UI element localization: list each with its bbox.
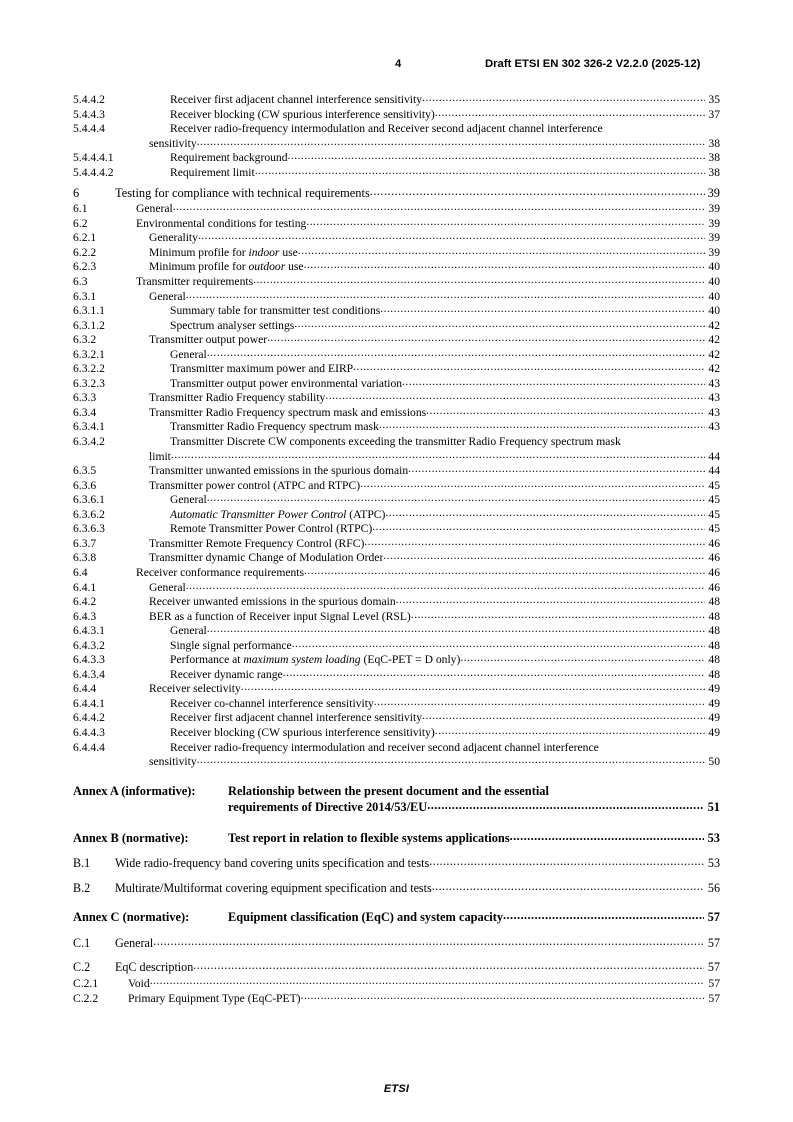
toc-entry-title: General — [170, 493, 207, 507]
toc-entry-number: 6.3 — [73, 275, 88, 289]
toc-page-number: 40 — [708, 260, 720, 274]
toc-page-number: 45 — [708, 478, 720, 492]
toc-entry-number: 6.3.4.2 — [73, 435, 105, 449]
toc-page-number: 40 — [708, 289, 720, 303]
dot-leader — [283, 667, 705, 678]
toc-entry-number: 5.4.4.4 — [73, 122, 105, 136]
toc-entry[interactable] — [73, 507, 720, 522]
toc-page-number: 56 — [707, 880, 720, 895]
toc-page-number: 43 — [708, 420, 720, 434]
toc-entry-number: 6.3.7 — [73, 536, 97, 550]
toc-page-number: 48 — [708, 609, 720, 623]
dot-leader — [374, 696, 705, 707]
page-number: 4 — [395, 58, 402, 70]
dot-leader — [364, 536, 705, 547]
dot-leader — [402, 376, 705, 387]
dot-leader — [353, 361, 705, 372]
toc-entry-title: Transmitter Radio Frequency stability — [149, 391, 326, 405]
toc-entry[interactable] — [73, 521, 720, 536]
toc-entry-title: sensitivity — [149, 755, 197, 769]
toc-entry-continuation[interactable] — [73, 136, 720, 151]
toc-entry-title: Requirement background — [170, 151, 288, 165]
toc-entry-number: 6.3.1.2 — [73, 318, 105, 332]
toc-page-number: 57 — [708, 976, 720, 990]
toc-entry-number: 6.3.4.1 — [73, 420, 105, 434]
toc-entry[interactable] — [73, 216, 720, 231]
toc-entry-title: sensitivity — [149, 136, 197, 150]
annex-sub-entry[interactable] — [73, 959, 720, 975]
toc-page-number: 57 — [707, 960, 720, 975]
annex-a-block — [73, 783, 720, 816]
annex-sub-entry[interactable] — [73, 975, 720, 991]
toc-entry-number: 6.3.4 — [73, 405, 97, 419]
toc-entry[interactable] — [73, 725, 720, 740]
dot-leader — [396, 594, 705, 605]
dot-leader — [153, 935, 704, 947]
toc-entry-title: Testing for compliance with technical requirements — [115, 186, 370, 201]
toc-entry-title: Receiver blocking (CW spurious interference sensitivity) — [170, 725, 435, 739]
toc-entry[interactable] — [73, 165, 720, 180]
toc-entry-number: 6.4.4.2 — [73, 711, 105, 725]
toc-entry-title: General — [170, 624, 207, 638]
toc-entry[interactable] — [73, 121, 720, 136]
toc-entry-number: 6.3.1.1 — [73, 304, 105, 318]
toc-entry[interactable] — [73, 92, 720, 107]
toc-entry[interactable] — [73, 638, 720, 653]
toc-page-number: 45 — [708, 493, 720, 507]
toc-page-number: 48 — [708, 595, 720, 609]
toc-entry[interactable] — [73, 609, 720, 624]
dot-leader — [360, 478, 705, 489]
dot-leader — [411, 609, 705, 620]
toc-entry[interactable] — [73, 107, 720, 122]
toc-page-number: 48 — [708, 624, 720, 638]
toc-entry-title: General — [136, 202, 173, 216]
toc-entry-title: Receiver co-channel interference sensitivity — [170, 696, 374, 710]
toc-page-number: 39 — [708, 216, 720, 230]
toc-page-number: 46 — [708, 565, 720, 579]
toc-entry[interactable] — [73, 303, 720, 318]
toc-entry-title: Performance at maximum system loading (EqC-PET = D only) — [170, 653, 461, 667]
dot-leader — [292, 638, 705, 649]
toc-entry[interactable] — [73, 274, 720, 289]
toc-entry[interactable] — [73, 245, 720, 260]
toc-entry[interactable] — [73, 463, 720, 478]
dot-leader — [372, 521, 705, 532]
toc-entry-number: 5.4.4.2 — [73, 93, 105, 106]
toc-entry-title: Receiver first adjacent channel interference sensitivity — [170, 93, 423, 106]
toc-title-emphasis: Automatic Transmitter Power Control — [170, 507, 347, 521]
toc-entry[interactable] — [73, 652, 720, 667]
toc-page-number: 42 — [708, 333, 720, 347]
toc-entry[interactable] — [73, 434, 720, 449]
toc-entry-number: 6.2.2 — [73, 245, 97, 259]
annex-sub-number: B.1 — [73, 856, 91, 871]
toc-page-number: 53 — [707, 856, 720, 871]
annex-sub-title: General — [115, 935, 154, 950]
toc-page-number: 48 — [708, 638, 720, 652]
annex-sub-number: C.2.2 — [73, 992, 99, 1006]
dot-leader — [198, 230, 705, 241]
dot-leader — [435, 107, 705, 118]
annex-sub-number: B.2 — [73, 880, 91, 895]
dot-leader — [171, 449, 705, 460]
toc-entry-number: 6.3.2.2 — [73, 362, 105, 376]
annex-sub-entry[interactable] — [73, 880, 720, 896]
toc-page-number: 38 — [708, 136, 720, 150]
toc-entry-title: Receiver radio-frequency intermodulation and Receiver second adjacent channel interference — [170, 122, 603, 136]
toc-entry-title: Automatic Transmitter Power Control (ATPC) — [170, 507, 386, 521]
dot-leader — [186, 580, 705, 591]
toc-page-number: 46 — [708, 580, 720, 594]
toc-entry-title: Transmitter output power environmental variation — [170, 376, 403, 390]
footer-organization: ETSI — [383, 1083, 410, 1095]
toc-entry-number: 5.4.4.4.2 — [73, 165, 114, 179]
toc-entry[interactable] — [73, 347, 720, 362]
toc-page-number: 45 — [708, 522, 720, 536]
table-of-contents — [73, 92, 720, 1006]
annex-c-block — [73, 909, 720, 1006]
dot-leader — [432, 880, 704, 892]
annex-sub-title: Wide radio-frequency band covering units specification and tests — [115, 856, 430, 871]
annex-sub-entry[interactable] — [73, 935, 720, 951]
dot-leader — [325, 390, 705, 401]
toc-entry-title: General — [149, 289, 186, 303]
toc-page-number: 39 — [708, 231, 720, 245]
toc-entry[interactable] — [73, 623, 720, 638]
toc-entry[interactable] — [73, 565, 720, 580]
dot-leader — [383, 550, 705, 561]
toc-page-number: 49 — [708, 725, 720, 739]
dot-leader — [193, 959, 704, 971]
dot-leader — [207, 492, 705, 503]
toc-entry-number: 5.4.4.3 — [73, 107, 105, 121]
toc-page-number: 43 — [708, 376, 720, 390]
toc-page-number: 44 — [708, 449, 720, 463]
dot-leader — [186, 289, 705, 300]
toc-entry-number: 6 — [73, 186, 80, 201]
toc-entry[interactable] — [73, 259, 720, 274]
toc-entry-title: Minimum profile for outdoor use — [149, 260, 304, 274]
toc-entry-continuation[interactable] — [73, 449, 720, 464]
dot-leader — [255, 165, 705, 176]
toc-page-number: 45 — [708, 507, 720, 521]
dot-leader — [370, 186, 705, 197]
dot-leader — [380, 303, 705, 314]
toc-page-number: 42 — [708, 347, 720, 361]
toc-entry-title: Single signal performance — [170, 638, 292, 652]
toc-entry-title: limit — [149, 449, 171, 463]
toc-page-number: 39 — [708, 245, 720, 259]
toc-entry-title: Receiver blocking (CW spurious interference sensitivity) — [170, 107, 435, 121]
annex-entry[interactable] — [73, 909, 720, 926]
toc-page-number: 46 — [708, 536, 720, 550]
toc-entry[interactable] — [73, 478, 720, 493]
toc-page-number: 49 — [708, 696, 720, 710]
toc-entry[interactable] — [73, 419, 720, 434]
toc-entry[interactable] — [73, 230, 720, 245]
toc-entry-title: Transmitter power control (ATPC and RTPC) — [149, 478, 361, 492]
toc-entry[interactable] — [73, 405, 720, 420]
toc-page-number: 48 — [708, 667, 720, 681]
dot-leader — [306, 216, 705, 227]
dot-leader — [207, 347, 705, 358]
toc-page-number: 53 — [707, 830, 720, 845]
toc-entry[interactable] — [73, 696, 720, 711]
toc-entry-number: 6.3.1 — [73, 289, 97, 303]
dot-leader — [150, 975, 704, 987]
toc-entry-number: 6.2.3 — [73, 260, 97, 274]
toc-entry[interactable] — [73, 150, 720, 165]
dot-leader — [503, 909, 704, 921]
toc-entry-title: Environmental conditions for testing — [136, 216, 307, 230]
toc-entry-title: Spectrum analyser settings — [170, 318, 295, 332]
toc-title-emphasis: indoor — [248, 245, 280, 259]
toc-entry[interactable] — [73, 594, 720, 609]
toc-spacer — [73, 179, 720, 186]
annex-label: Annex B (normative): — [73, 830, 189, 845]
toc-page-number: 57 — [707, 935, 720, 950]
toc-entry-title: Minimum profile for indoor use — [149, 245, 298, 259]
toc-entry-title: Requirement limit — [170, 165, 255, 179]
dot-leader — [267, 332, 705, 343]
toc-entry-number: 6.4.3.1 — [73, 624, 105, 638]
annex-title: Equipment classification (EqC) and system capacity — [228, 910, 504, 925]
toc-page-number: 42 — [708, 362, 720, 376]
toc-entry-title: Transmitter maximum power and EIRP — [170, 362, 354, 376]
toc-entry-number: 6.3.6 — [73, 478, 97, 492]
dot-leader — [510, 830, 704, 842]
toc-entry-title: Generality — [149, 231, 198, 245]
dot-leader — [288, 150, 705, 161]
toc-entry-title: Remote Transmitter Power Control (RTPC) — [170, 522, 373, 536]
toc-entry[interactable] — [73, 681, 720, 696]
toc-page-number: 48 — [708, 653, 720, 667]
toc-entry[interactable] — [73, 332, 720, 347]
toc-entry[interactable] — [73, 201, 720, 216]
annex-sub-entry[interactable] — [73, 855, 720, 871]
toc-page-number: 35 — [708, 93, 720, 106]
toc-entry[interactable] — [73, 580, 720, 595]
page-footer — [0, 1083, 793, 1095]
toc-entry-title: Transmitter dynamic Change of Modulation Order — [149, 551, 384, 565]
toc-title-emphasis: outdoor — [248, 260, 286, 274]
toc-entry-title: Summary table for transmitter test conditions — [170, 304, 381, 318]
toc-entry-number: 6.3.6.2 — [73, 507, 105, 521]
toc-entry-number: 6.3.8 — [73, 551, 97, 565]
annex-entry[interactable] — [73, 830, 720, 847]
dot-leader — [301, 990, 704, 1002]
toc-entry-number: 6.4 — [73, 565, 88, 579]
annex-title: Relationship between the present document and the essential — [228, 783, 549, 798]
toc-page-number: 40 — [708, 304, 720, 318]
dot-leader — [197, 754, 705, 765]
toc-entry[interactable] — [73, 186, 720, 201]
toc-entry[interactable] — [73, 376, 720, 391]
toc-entry-number: 6.3.6.1 — [73, 493, 105, 507]
annex-sub-title: Primary Equipment Type (EqC-PET) — [128, 992, 301, 1006]
toc-entry[interactable] — [73, 667, 720, 682]
dot-leader — [385, 507, 705, 518]
annex-sub-entry[interactable] — [73, 990, 720, 1006]
toc-entry-title: General — [170, 347, 207, 361]
toc-page-number: 46 — [708, 551, 720, 565]
dot-leader — [294, 318, 705, 329]
toc-page-number: 39 — [707, 186, 720, 201]
toc-page-number: 50 — [708, 755, 720, 769]
dot-leader — [422, 710, 705, 721]
toc-entry-number: 6.4.4 — [73, 682, 97, 696]
toc-page-number: 57 — [708, 992, 720, 1006]
toc-entry-number: 6.3.3 — [73, 391, 97, 405]
dot-leader — [197, 136, 705, 147]
toc-page-number: 39 — [708, 202, 720, 216]
toc-page-number: 44 — [708, 464, 720, 478]
toc-entry[interactable] — [73, 710, 720, 725]
toc-entry[interactable] — [73, 390, 720, 405]
toc-entry-number: 6.4.2 — [73, 595, 97, 609]
toc-entry-number: 6.4.4.3 — [73, 725, 105, 739]
annex-title-continuation[interactable] — [73, 799, 720, 816]
dot-leader — [298, 245, 705, 256]
toc-page-number: 57 — [707, 910, 720, 925]
annex-sub-title: Void — [128, 976, 150, 990]
toc-entry-number: 6.1 — [73, 202, 88, 216]
toc-page-number: 38 — [708, 151, 720, 165]
dot-leader — [426, 405, 705, 416]
annex-entry[interactable] — [73, 783, 720, 800]
toc-entry-title: BER as a function of Receiver input Signal Level (RSL) — [149, 609, 411, 623]
toc-entry-title: Receiver first adjacent channel interference sensitivity — [170, 711, 423, 725]
toc-entry-title: Transmitter unwanted emissions in the spurious domain — [149, 464, 409, 478]
toc-page-number: 43 — [708, 391, 720, 405]
toc-page-number: 40 — [708, 275, 720, 289]
toc-entry[interactable] — [73, 361, 720, 376]
toc-entry[interactable] — [73, 318, 720, 333]
dot-leader — [435, 725, 705, 736]
dot-leader — [173, 201, 705, 212]
toc-entry-number: 6.4.3.2 — [73, 638, 105, 652]
annex-label: Annex C (normative): — [73, 910, 190, 925]
toc-entry-title: Transmitter requirements — [136, 275, 254, 289]
toc-entry-title: Transmitter output power — [149, 333, 268, 347]
toc-entry[interactable] — [73, 740, 720, 755]
toc-entry-title: Transmitter Discrete CW components exceeding the transmitter Radio Frequency spectrum mask — [170, 435, 621, 449]
annex-sub-number: C.2 — [73, 960, 91, 975]
annex-title: Test report in relation to flexible systems applications — [228, 830, 510, 845]
toc-entry-number: 6.4.3.3 — [73, 653, 105, 667]
toc-entry-number: 6.3.2 — [73, 333, 97, 347]
document-identifier: Draft ETSI EN 302 326-2 V2.2.0 (2025-12) — [485, 58, 701, 70]
toc-entry-number: 6.3.6.3 — [73, 522, 105, 536]
dot-leader — [408, 463, 705, 474]
toc-entry-number: 5.4.4.4.1 — [73, 151, 114, 165]
toc-entry-title: Receiver dynamic range — [170, 667, 283, 681]
dot-leader — [241, 681, 705, 692]
toc-entry-number: 6.4.4.4 — [73, 740, 105, 754]
toc-page-number: 51 — [707, 800, 720, 815]
toc-entry-number: 6.4.3 — [73, 609, 97, 623]
toc-entry-continuation[interactable] — [73, 754, 720, 769]
toc-entry[interactable] — [73, 492, 720, 507]
toc-entry-number: 6.2 — [73, 216, 88, 230]
dot-leader — [379, 419, 705, 430]
toc-entry-title: Receiver selectivity — [149, 682, 241, 696]
annex-b-block — [73, 830, 720, 896]
dot-leader — [207, 623, 705, 634]
dot-leader — [253, 274, 705, 285]
dot-leader — [460, 652, 705, 663]
toc-page-number: 43 — [708, 405, 720, 419]
toc-entry-title: Receiver conformance requirements — [136, 565, 305, 579]
toc-entry-title: General — [149, 580, 186, 594]
toc-entry[interactable] — [73, 289, 720, 304]
toc-entry-number: 6.4.4.1 — [73, 696, 105, 710]
toc-entry-title: Transmitter Radio Frequency spectrum mask — [170, 420, 379, 434]
toc-entry[interactable] — [73, 550, 720, 565]
toc-entry-title: Transmitter Radio Frequency spectrum mask and emissions — [149, 405, 427, 419]
toc-page-number: 37 — [708, 107, 720, 121]
dot-leader — [304, 565, 705, 576]
annex-label: Annex A (informative): — [73, 783, 196, 798]
toc-entry-number: 6.3.2.3 — [73, 376, 105, 390]
annex-sub-number: C.1 — [73, 935, 91, 950]
toc-entry-number: 6.3.5 — [73, 464, 97, 478]
toc-page-number: 38 — [708, 165, 720, 179]
toc-title-emphasis: maximum system loading — [243, 653, 361, 667]
toc-page-number: 42 — [708, 318, 720, 332]
toc-entry-number: 6.2.1 — [73, 231, 97, 245]
toc-entry-number: 6.3.2.1 — [73, 347, 105, 361]
dot-leader — [304, 259, 705, 270]
toc-entry-title: Receiver radio-frequency intermodulation and receiver second adjacent channel interference — [170, 740, 599, 754]
toc-entry-title: Transmitter Remote Frequency Control (RFC) — [149, 536, 365, 550]
dot-leader — [427, 799, 704, 811]
annex-sub-title: EqC description — [115, 960, 194, 975]
toc-entry-number: 6.4.3.4 — [73, 667, 105, 681]
annex-title: requirements of Directive 2014/53/EU — [228, 800, 428, 815]
dot-leader — [429, 855, 704, 867]
page-header — [73, 56, 720, 72]
annex-sub-title: Multirate/Multiformat covering equipment specification and tests — [115, 880, 432, 895]
toc-entry-number: 6.4.1 — [73, 580, 97, 594]
toc-entry-title: Receiver unwanted emissions in the spurious domain — [149, 595, 396, 609]
annex-sub-number: C.2.1 — [73, 976, 99, 990]
toc-page-number: 49 — [708, 682, 720, 696]
toc-entry[interactable] — [73, 536, 720, 551]
dot-leader — [422, 92, 705, 103]
toc-page-number: 49 — [708, 711, 720, 725]
